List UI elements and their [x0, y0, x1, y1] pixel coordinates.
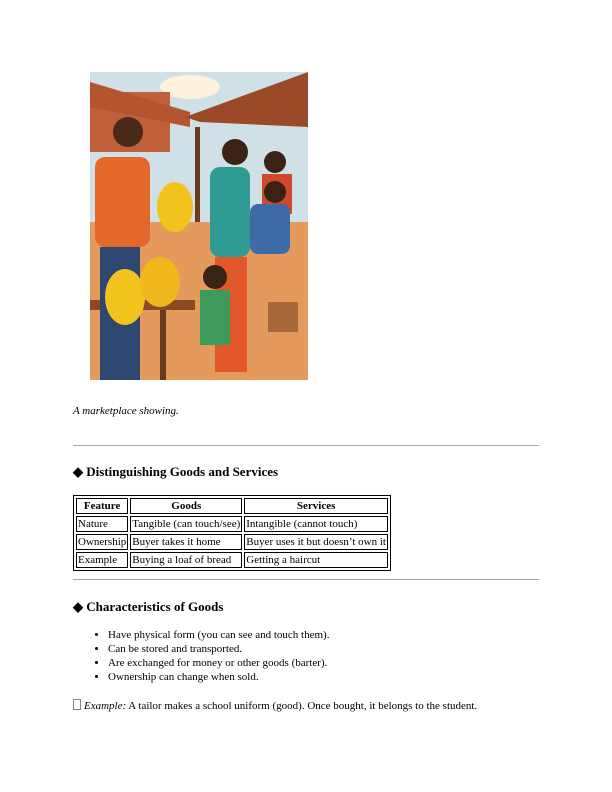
header-services: Services	[244, 498, 388, 514]
example-label: Example:	[84, 700, 127, 712]
diamond-bullet-icon: ◆	[73, 464, 83, 479]
example-text: A tailor makes a school uniform (good). Once bought, it belongs to the student.	[126, 700, 478, 712]
figure-caption: A marketplace showing.	[73, 405, 179, 417]
table-cell: Example	[76, 552, 128, 568]
section-heading-goods-services: ◆ Distinguishing Goods and Services	[73, 464, 279, 479]
list-item: • Can be stored and transported.	[108, 642, 329, 656]
table-cell: Buying a loaf of bread	[130, 552, 242, 568]
table-row	[76, 534, 388, 550]
table-cell: Getting a haircut	[244, 552, 388, 568]
table-cell: Buyer takes it home	[130, 534, 242, 550]
table-row	[76, 516, 388, 532]
header-feature: Feature	[76, 498, 128, 514]
list-item: • Ownership can change when sold.	[108, 670, 329, 684]
characteristics-list	[73, 628, 329, 684]
table-cell: Buyer uses it but doesn’t own it	[246, 536, 386, 548]
marketplace-illustration	[90, 72, 308, 380]
example-paragraph	[73, 699, 477, 712]
table-cell: Nature	[76, 516, 128, 532]
divider	[73, 445, 539, 446]
table-cell: Tangible (can touch/see)	[132, 518, 241, 530]
divider	[73, 579, 539, 580]
diamond-bullet-icon: ◆	[73, 599, 83, 614]
missing-glyph-icon	[73, 699, 81, 710]
list-item: • Have physical form (you can see and touch them).	[108, 628, 329, 642]
table-cell: Intangible (cannot touch)	[244, 516, 388, 532]
table-cell: Ownership	[78, 536, 127, 548]
section-heading-characteristics: ◆ Characteristics of Goods	[73, 599, 224, 614]
header-goods: Goods	[130, 498, 242, 514]
table-row	[76, 552, 388, 568]
table-header-row	[76, 498, 388, 514]
list-item: • Are exchanged for money or other goods (barter).	[108, 656, 329, 670]
goods-services-table	[73, 495, 391, 571]
